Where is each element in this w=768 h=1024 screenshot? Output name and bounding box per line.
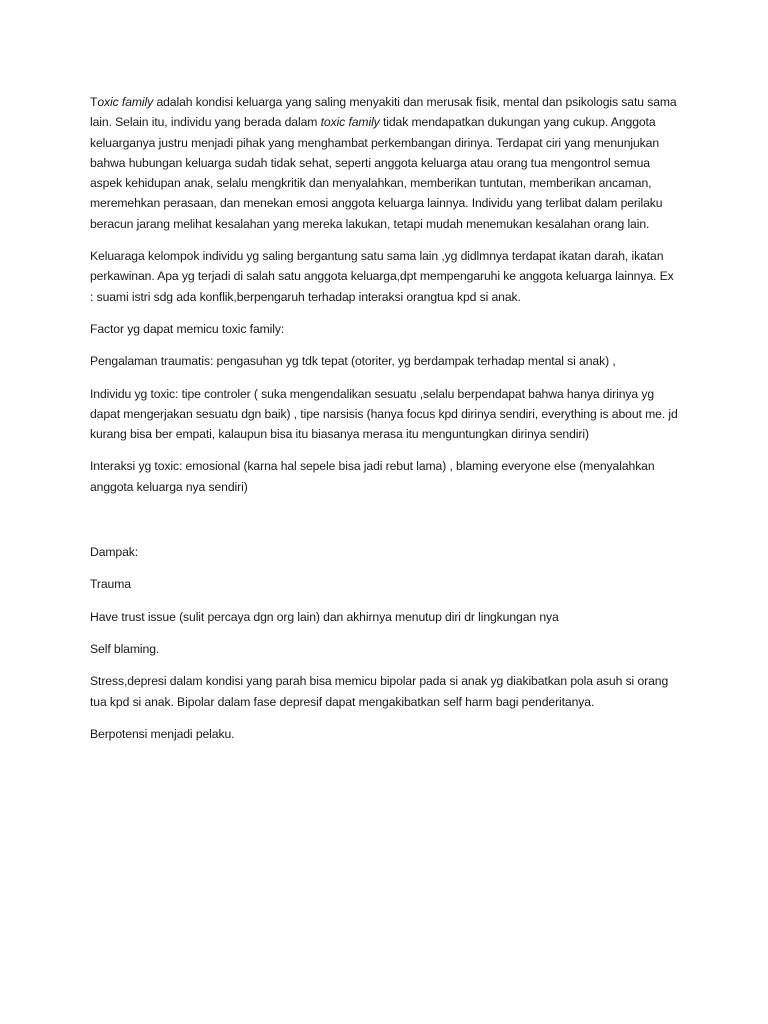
intro-text-part-1: adalah kondisi keluarga yang saling menyakiti dan merusak fisik, mental dan psikologis satu sama lain. Selain itu, individu yang berada dalam [90, 95, 677, 130]
intro-term-italic: oxic family [97, 95, 154, 109]
factor-heading: Factor yg dapat memicu toxic family: [90, 321, 285, 336]
dampak-item-stress: Stress,depresi dalam kondisi yang parah bisa memicu bipolar pada si anak yg diakibatkan pola asuh si orang tua kpd si anak. Bipolar dalam fase depresif dapat mengakibatkan self harm bagi penderitanya. [90, 674, 669, 709]
dampak-heading: Dampak: [90, 545, 139, 560]
intro-paragraph [90, 92, 680, 234]
dampak-item-trauma: Trauma [90, 577, 131, 592]
keluarga-paragraph: Keluaraga kelompok individu yg saling bergantung satu sama lain ,yg didlmnya terdapat ikatan darah, ikatan perkawinan. Apa yg terjadi di salah satu anggota keluarga,dpt mempengaruhi ke anggota keluarga lainnya. Ex : suami istri sdg ada konflik,berpengaruh terhadap interaksi orangtua kpd si anak. [90, 249, 674, 304]
individu-paragraph: Individu yg toxic: tipe controler ( suka mengendalikan sesuatu ,selalu berpendapat bahwa hanya dirinya yg dapat mengerjakan sesuatu dgn baik) , tipe narsisis (hanya focus kpd dirinya sendiri, everything is about me. jd kurang bisa ber empati, kalaupun bisa itu biasanya merasa itu menguntungkan dirinya sendiri) [90, 386, 678, 442]
pengalaman-paragraph: Pengalaman traumatis: pengasuhan yg tdk tepat (otoriter, yg berdampak terhadap mental si anak) , [90, 354, 616, 369]
intro-term-italic-2: toxic family [320, 115, 380, 130]
document-body [90, 92, 680, 756]
dampak-item-pelaku: Berpotensi menjadi pelaku. [90, 726, 235, 741]
intro-first-letter: T [90, 95, 98, 109]
interaksi-paragraph: Interaksi yg toxic: emosional (karna hal sepele bisa jadi rebut lama) , blaming everyone else (menyalahkan anggota keluarga nya sendiri) [90, 459, 655, 494]
dampak-item-self-blaming: Self blaming. [90, 641, 160, 656]
intro-text-part-2: tidak mendapatkan dukungan yang cukup. Anggota keluarganya justru menjadi pihak yang menghambat perkembangan dirinya. Terdapat ciri yang menunjukan bahwa hubungan keluarga sudah tidak sehat, seperti anggota keluarga atau orang tua mengontrol semua aspek kehidupan anak, selalu mengkritik dan menyalahkan, memberikan tuntutan, memberikan ancaman, meremehkan perasaan, dan menekan emosi anggota keluarga lainnya. Individu yang terlibat dalam perilaku beracun jarang melihat kesalahan yang mereka lakukan, tetapi mudah menemukan kesalahan orang lain. [90, 115, 663, 231]
section-spacer [90, 509, 680, 542]
dampak-item-trust-issue: Have trust issue (sulit percaya dgn org lain) dan akhirnya menutup diri dr lingkungan nya [90, 609, 559, 624]
